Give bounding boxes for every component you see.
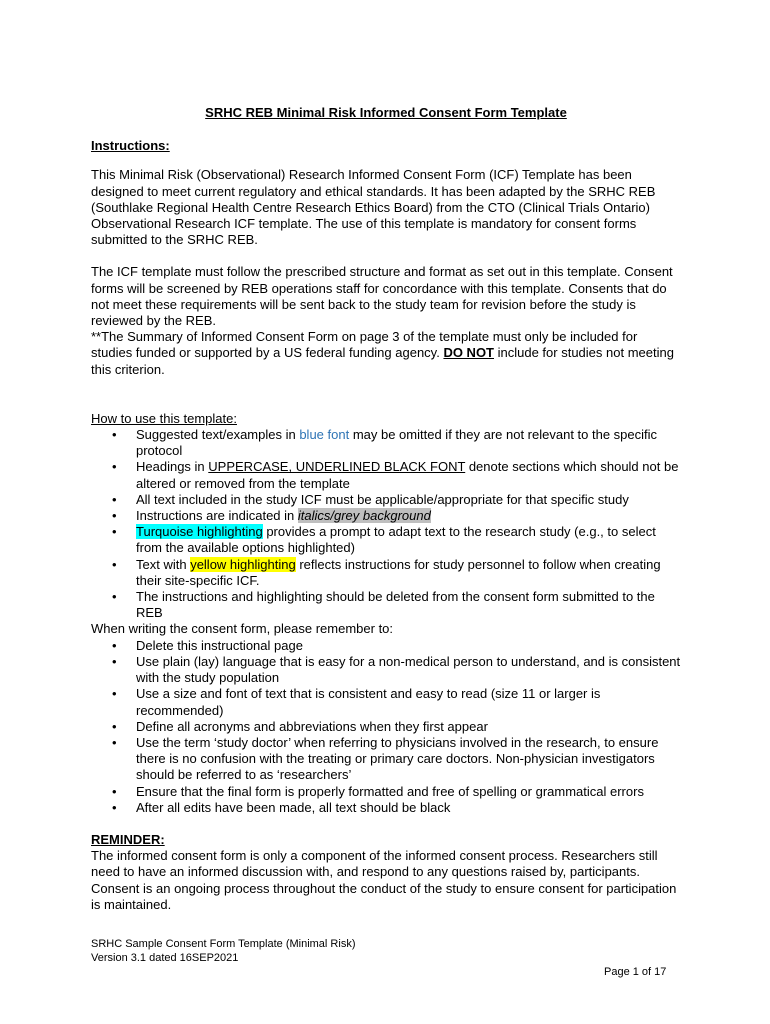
uppercase-heading-sample: UPPERCASE, UNDERLINED BLACK FONT (208, 459, 466, 475)
turquoise-highlight-sample: Turquoise highlighting (136, 524, 263, 540)
summary-note-text: **The Summary of Informed Consent Form on page 3 of the template must only be included for studies funded or supported by a US federal funding agency. (91, 329, 638, 361)
document-title: SRHC REB Minimal Risk Informed Consent Form Template (205, 105, 567, 120)
list-item: • Turquoise highlighting provides a prompt to adapt text to the research study (e.g., to select from the available options highlighted) (91, 524, 681, 556)
list-item: • Use the term ‘study doctor’ when referring to physicians involved in the research, to ensure there is no confusion with the treating or primary care doctors. Non-physician investigators should be referred to as ‘researchers’ (91, 735, 681, 784)
writing-intro: When writing the consent form, please remember to: (91, 621, 394, 637)
list-item: • Define all acronyms and abbreviations when they first appear (91, 719, 681, 735)
list-item: • Ensure that the final form is properly formatted and free of spelling or grammatical errors (91, 784, 681, 800)
list-item: • The instructions and highlighting should be deleted from the consent form submitted to the REB (91, 589, 681, 621)
icf-structure-paragraph: The ICF template must follow the prescribed structure and format as set out in this template. Consent forms will be screened by REB operations staff for concordance with this template. Consents that do not meet these requirements will be sent back to the study team for revision before the study is reviewed by the REB. (91, 264, 673, 329)
reminder-text: The informed consent form is only a component of the informed consent process. Researchers still need to have an informed discussion with, and respond to any questions raised by, participants. Consent is an ongoing process throughout the conduct of the study to ensure consent for participation is maintained. (91, 848, 677, 912)
list-item: • Headings in UPPERCASE, UNDERLINED BLACK FONT denote sections which should not be altered or removed from the template (91, 459, 681, 491)
document-page (91, 105, 681, 913)
intro-paragraph: This Minimal Risk (Observational) Research Informed Consent Form (ICF) Template has been designed to meet current regulatory and ethical standards. It has been adapted by the SRHC REB (Southlake Regional Health Centre Research Ethics Board) from the CTO (Clinical Trials Ontario) Observational Research ICF template. The use of this template is mandatory for consent forms submitted to the SRHC REB. (91, 167, 656, 248)
instructions-heading: Instructions: (91, 138, 170, 154)
page-number: Page 1 of 17 (604, 966, 667, 978)
list-item: • Use a size and font of text that is consistent and easy to read (size 11 or larger is recommended) (91, 686, 681, 718)
blue-font-sample: blue font (299, 427, 350, 443)
list-item: • All text included in the study ICF must be applicable/appropriate for that specific study (91, 492, 681, 508)
list-item: • Use plain (lay) language that is easy for a non-medical person to understand, and is consistent with the study population (91, 654, 681, 686)
list-item: • Suggested text/examples in blue font may be omitted if they are not relevant to the specific protocol (91, 427, 681, 459)
do-not-emphasis: DO NOT (443, 345, 494, 361)
reminder-heading: REMINDER: (91, 831, 165, 847)
list-item: • Text with yellow highlighting reflects instructions for study personnel to follow when creating their site-specific ICF. (91, 557, 681, 589)
how-to-heading: How to use this template: (91, 410, 237, 426)
how-to-list (91, 427, 681, 621)
writing-list (91, 638, 681, 816)
yellow-highlight-sample: yellow highlighting (190, 556, 296, 572)
list-item: • After all edits have been made, all text should be black (91, 800, 681, 816)
list-item: • Delete this instructional page (91, 638, 681, 654)
list-item: • Instructions are indicated in italics/grey background (91, 508, 681, 524)
summary-note-paragraph (91, 329, 681, 378)
grey-italic-sample: italics/grey background (297, 508, 431, 524)
footer-version: Version 3.1 dated 16SEP2021 (91, 952, 239, 964)
page-footer (91, 937, 355, 965)
summary-note-tail: include for studies not meeting this criterion. (91, 345, 674, 377)
footer-template-name: SRHC Sample Consent Form Template (Minimal Risk) (91, 938, 356, 950)
